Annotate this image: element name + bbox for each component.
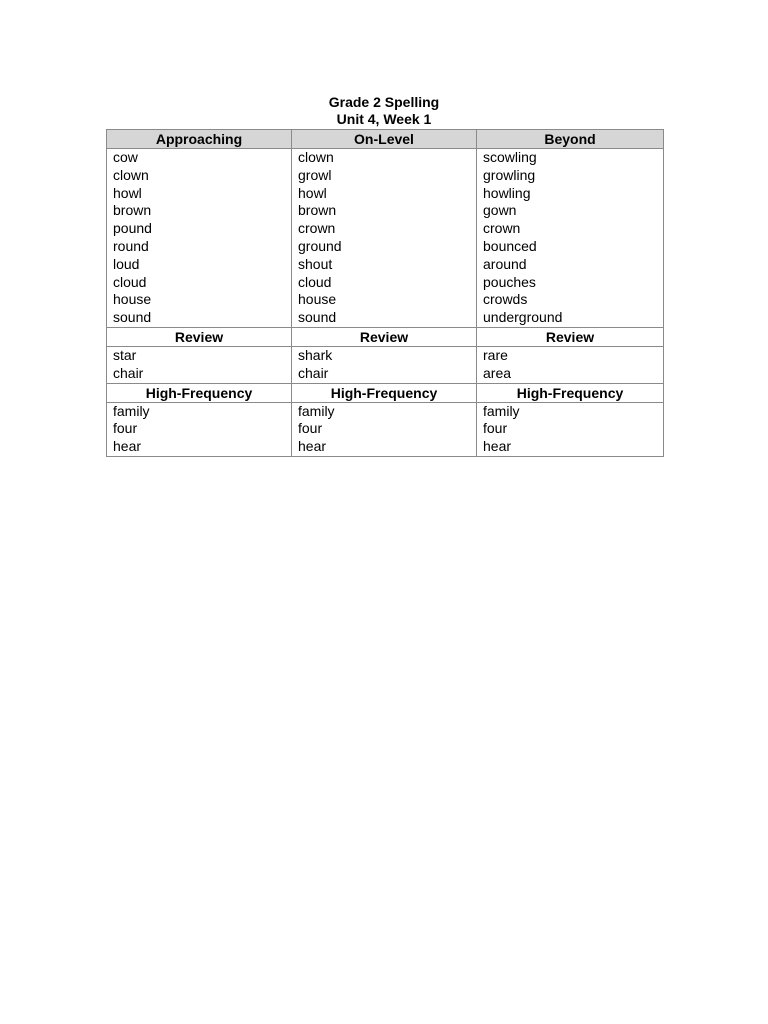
beyond-words	[477, 149, 664, 328]
word: rare	[483, 346, 508, 363]
hf-header-approaching: High-Frequency	[107, 383, 292, 402]
column-header-beyond: Beyond	[477, 130, 664, 149]
word: four	[298, 420, 323, 437]
word: shout	[298, 255, 333, 272]
word: sound	[298, 309, 337, 326]
word: howl	[113, 184, 142, 201]
word: star	[113, 346, 137, 363]
word: family	[483, 402, 520, 419]
approaching-hf-words	[107, 402, 292, 456]
on-level-words	[292, 149, 477, 328]
word: scowling	[483, 149, 537, 165]
beyond-review-words	[477, 346, 664, 383]
column-header-approaching: Approaching	[107, 130, 292, 149]
on-level-review-words	[292, 346, 477, 383]
document-subtitle: Unit 4, Week 1	[336, 111, 432, 127]
spelling-table	[106, 129, 664, 457]
column-header-on-level: On-Level	[292, 130, 477, 149]
main-words-row	[107, 149, 664, 328]
approaching-review-words	[107, 346, 292, 383]
approaching-words	[107, 149, 292, 328]
word: four	[113, 420, 138, 437]
word: pound	[113, 220, 152, 237]
word: sound	[113, 309, 152, 326]
hf-header-beyond: High-Frequency	[477, 383, 664, 402]
word: growl	[298, 166, 332, 183]
review-words-row	[107, 346, 664, 383]
word: howl	[298, 184, 327, 201]
hf-header-on-level: High-Frequency	[292, 383, 477, 402]
word: cloud	[298, 273, 332, 290]
word: brown	[113, 202, 152, 219]
word: growling	[483, 166, 536, 183]
word: hear	[113, 438, 142, 455]
word: shark	[298, 346, 333, 363]
word: underground	[483, 309, 563, 326]
word: howling	[483, 184, 531, 201]
word: chair	[113, 364, 144, 381]
word: area	[483, 364, 512, 381]
column-header-row	[107, 130, 664, 149]
word: gown	[483, 202, 517, 219]
document-title: Grade 2 Spelling	[328, 94, 440, 110]
word: brown	[298, 202, 337, 219]
word: ground	[298, 237, 342, 254]
word: hear	[298, 438, 327, 455]
hf-header-row	[107, 383, 664, 402]
word: pouches	[483, 273, 536, 290]
word: loud	[113, 255, 140, 272]
review-header-on-level: Review	[292, 327, 477, 346]
word: house	[298, 291, 337, 308]
word: round	[113, 237, 149, 254]
word: house	[113, 291, 152, 308]
word: crowds	[483, 291, 528, 308]
review-header-beyond: Review	[477, 327, 664, 346]
word: crown	[483, 220, 521, 237]
word: chair	[298, 364, 329, 381]
word: family	[113, 402, 150, 419]
hf-words-row	[107, 402, 664, 456]
word: bounced	[483, 237, 537, 254]
word: cow	[113, 149, 138, 165]
word: cloud	[113, 273, 147, 290]
word: around	[483, 255, 527, 272]
word: four	[483, 420, 508, 437]
word: family	[298, 402, 335, 419]
word: clown	[298, 149, 334, 165]
beyond-hf-words	[477, 402, 664, 456]
word: hear	[483, 438, 512, 455]
review-header-approaching: Review	[107, 327, 292, 346]
word: crown	[298, 220, 336, 237]
on-level-hf-words	[292, 402, 477, 456]
review-header-row	[107, 327, 664, 346]
word: clown	[113, 166, 149, 183]
